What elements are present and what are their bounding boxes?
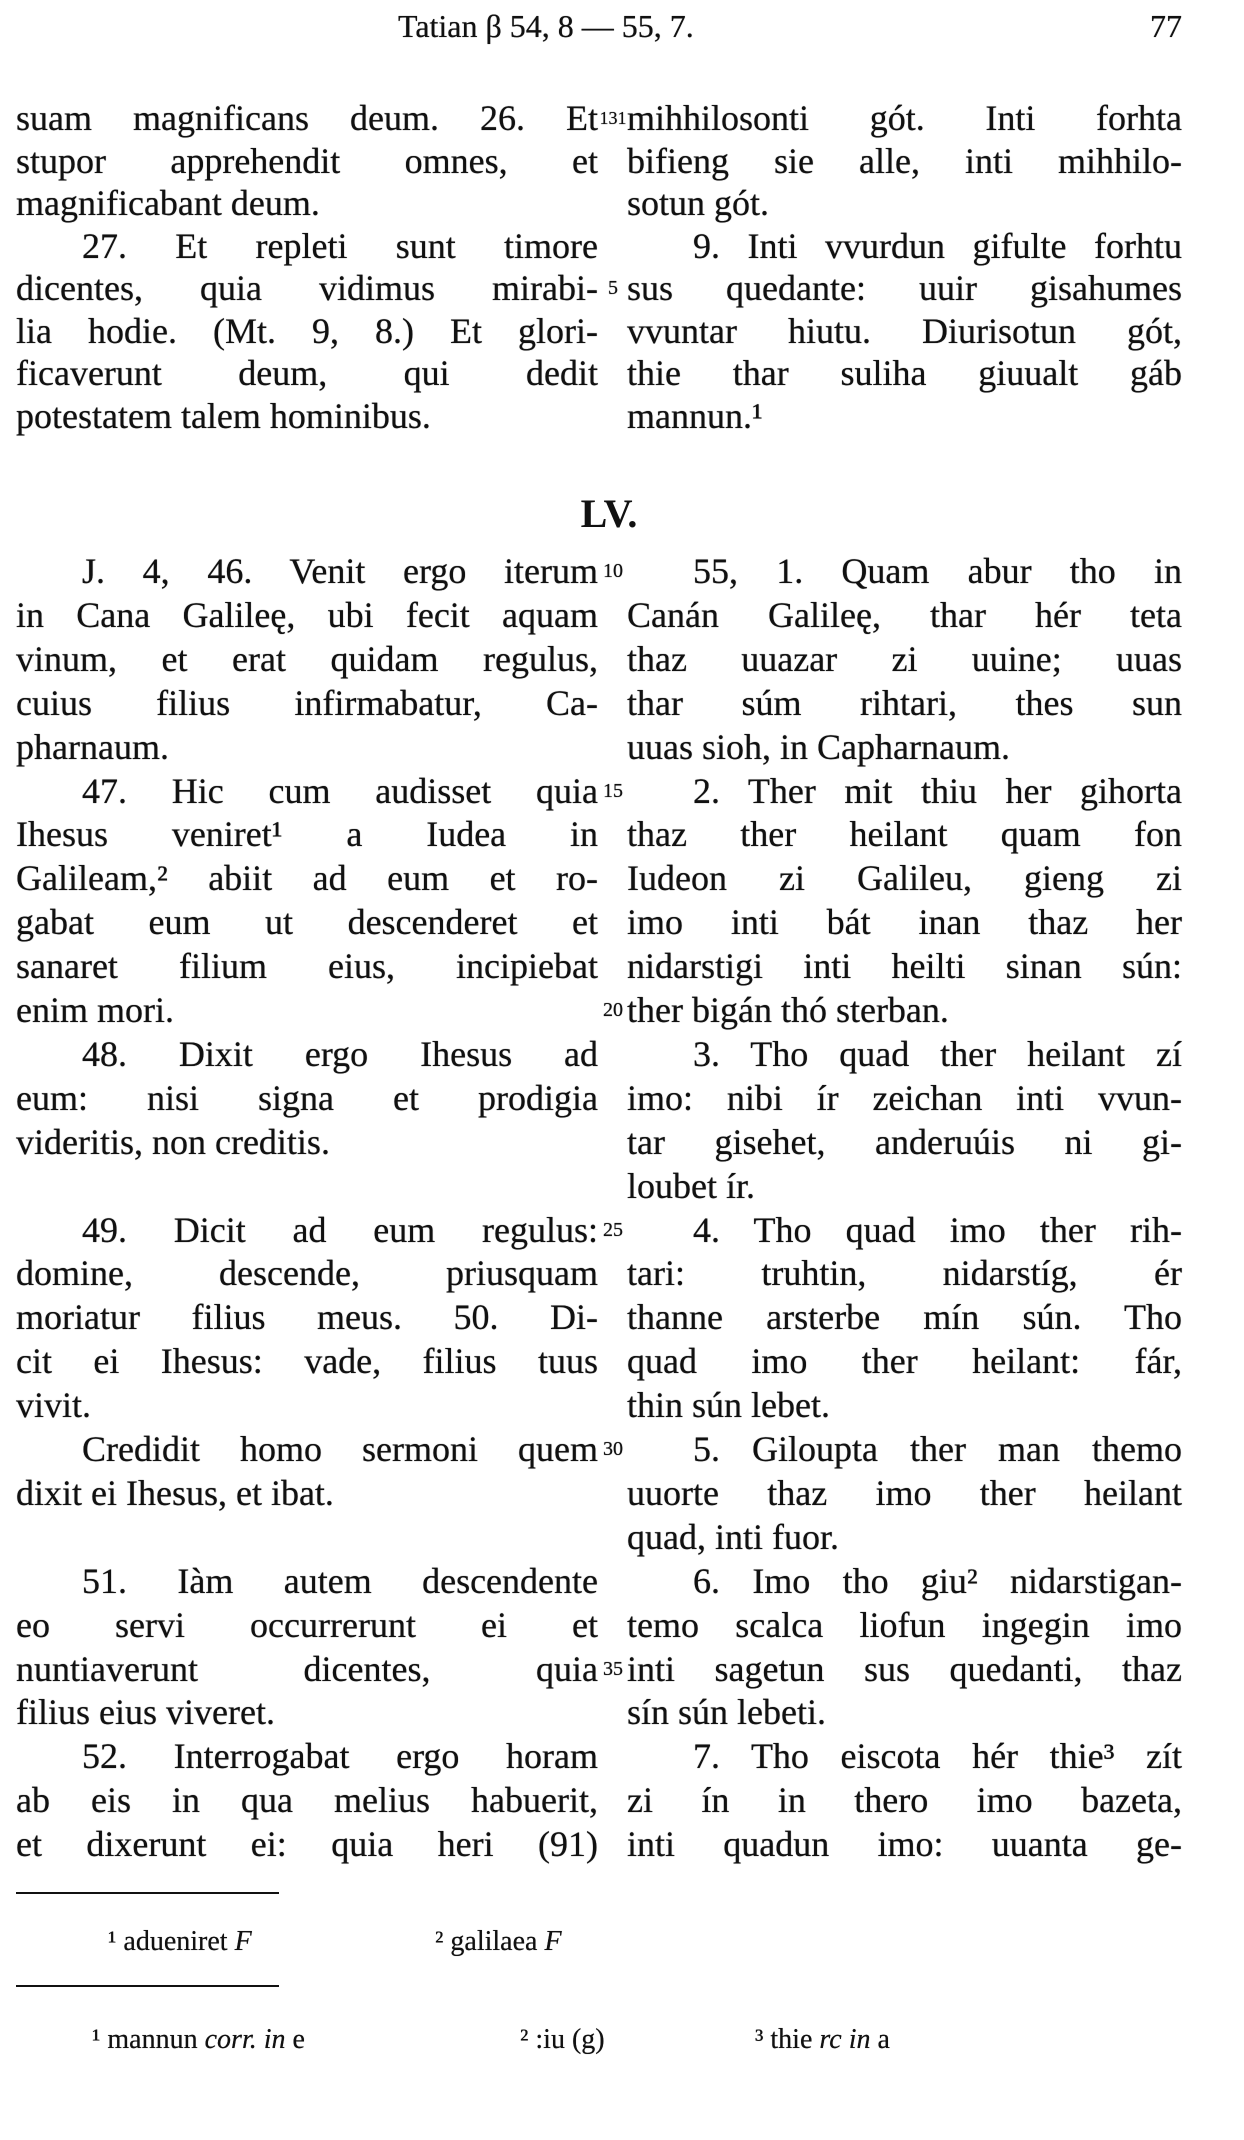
old-high-german-line: thin sún lebet. — [627, 1385, 830, 1426]
latin-line: sanaret filium eius, incipiebat — [16, 946, 598, 987]
line-number — [598, 1032, 628, 1076]
latin-line: lia hodie. (Mt. 9, 8.) Et glori- — [16, 310, 598, 351]
latin-line: in Cana Galileę, ubi fecit aquam — [16, 594, 598, 635]
text-row — [0, 181, 1244, 225]
text-row — [0, 309, 1244, 353]
footnote-mark: ¹ — [92, 2024, 101, 2055]
old-high-german-line: Canán Galileę, thar hér teta — [627, 594, 1182, 635]
text-row — [0, 1471, 1244, 1515]
latin-line: dicentes, quia vidimus mirabi- — [16, 268, 598, 308]
old-high-german-line: uuas sioh, in Capharnaum. — [627, 726, 1010, 767]
text-row — [0, 1559, 1244, 1603]
line-number — [598, 139, 628, 183]
footnote-italic: rc in — [819, 2024, 871, 2055]
line-number — [598, 224, 628, 268]
running-title: Tatian β 54, 8 — 55, 7. — [398, 8, 694, 44]
footnote-text: a — [877, 2024, 890, 2055]
text-row — [0, 266, 1244, 310]
line-number — [598, 1164, 628, 1208]
text-row — [0, 856, 1244, 900]
line-number — [598, 1822, 628, 1866]
text-row — [0, 1164, 1244, 1208]
latin-line: 49. Dicit ad eum regulus: — [82, 1209, 598, 1250]
old-high-german-line: 5. Giloupta ther man themo — [693, 1429, 1182, 1469]
footnote-mark: ³ — [755, 2024, 764, 2055]
line-number: 25 — [603, 1218, 623, 1241]
line-number: 10 — [603, 560, 623, 582]
text-row — [0, 1515, 1244, 1559]
text-row — [0, 1383, 1244, 1427]
text-row — [0, 394, 1244, 438]
old-high-german-line: inti quadun imo: uuanta ge- — [627, 1824, 1182, 1865]
latin-line: vivit. — [16, 1385, 92, 1426]
line-number: 35 — [603, 1657, 623, 1680]
text-row — [0, 139, 1244, 183]
latin-line: magnificabant deum. — [16, 183, 320, 223]
old-high-german-line: tari: truhtin, nidarstíg, ér — [627, 1253, 1182, 1294]
text-row — [0, 637, 1244, 681]
latin-line: Ihesus veniret¹ a Iudea in — [16, 814, 598, 855]
footnote-text: galilaea — [450, 1926, 538, 1957]
text-row — [0, 1427, 1244, 1471]
old-high-german-line: ther bigán thó sterban. — [627, 990, 949, 1030]
old-high-german-line: zi ín in thero imo bazeta, — [627, 1780, 1182, 1821]
latin-line: domine, descende, priusquam — [16, 1253, 598, 1294]
line-number: 30 — [603, 1438, 623, 1460]
latin-line: cit ei Ihesus: vade, filius tuus — [16, 1341, 598, 1382]
latin-line: vinum, et erat quidam regulus, — [16, 638, 598, 679]
text-row — [0, 1076, 1244, 1120]
footnote-text: :iu (g) — [535, 2024, 605, 2055]
latin-line: videritis, non creditis. — [16, 1121, 330, 1162]
old-high-german-line: 9. Inti vvurdun gifulte forhtu — [693, 225, 1182, 266]
line-number — [598, 593, 628, 637]
old-high-german-line: loubet ír. — [627, 1165, 755, 1206]
line-number — [598, 944, 628, 988]
footnote-text: mannun — [107, 2024, 198, 2055]
section-heading: LV. — [580, 491, 638, 536]
line-number — [598, 856, 628, 900]
footnote-siglum: F — [544, 1926, 562, 1957]
latin-line: eum: nisi signa et prodigia — [16, 1077, 598, 1118]
text-row — [0, 593, 1244, 637]
old-high-german-line: imo: nibi ír zeichan inti vvun- — [627, 1077, 1182, 1118]
line-number — [598, 1559, 628, 1603]
latin-line — [16, 1164, 598, 1208]
text-row — [0, 1295, 1244, 1339]
text-row — [0, 812, 1244, 856]
line-number — [598, 681, 628, 725]
old-high-german-line: bifieng sie alle, inti mihhilo- — [627, 140, 1182, 181]
footnote-latin-1 — [108, 1922, 252, 1962]
latin-line: suam magnificans deum. 26. Et — [16, 98, 598, 138]
old-high-german-line: quad imo ther heilant: fár, — [627, 1341, 1182, 1382]
line-number — [598, 309, 628, 353]
old-high-german-line: thar súm rihtari, thes sun — [627, 682, 1182, 723]
text-row — [0, 1251, 1244, 1295]
line-number — [598, 181, 628, 225]
text-row — [0, 900, 1244, 944]
line-number — [598, 1383, 628, 1427]
line-number — [598, 1251, 628, 1295]
latin-line: cuius filius infirmabatur, Ca- — [16, 682, 598, 723]
latin-line: ficaverunt deum, qui dedit — [16, 353, 598, 393]
old-high-german-line: sín sún lebeti. — [627, 1692, 826, 1733]
footnote-ohg-1 — [92, 2020, 305, 2060]
line-number — [598, 1120, 628, 1164]
footnote-text: adueniret — [123, 1926, 228, 1957]
old-high-german-line: temo scalca liofun ingegin imo — [627, 1604, 1182, 1645]
line-number — [598, 637, 628, 681]
line-number — [598, 1778, 628, 1822]
old-high-german-line: thaz ther heilant quam fon — [627, 814, 1182, 855]
old-high-german-line: 55, 1. Quam abur tho in — [693, 551, 1182, 591]
old-high-german-line: sus quedante: uuir gisahumes — [627, 268, 1182, 308]
line-number: 15 — [603, 779, 623, 802]
line-number — [598, 1339, 628, 1383]
text-row — [0, 1778, 1244, 1822]
footnote-mark: ² — [520, 2024, 529, 2055]
text-row — [0, 725, 1244, 769]
latin-line: 48. Dixit ergo Ihesus ad — [82, 1033, 598, 1074]
latin-line: nuntiaverunt dicentes, quia — [16, 1648, 598, 1689]
text-row — [0, 549, 1244, 593]
old-high-german-line: imo inti bát inan thaz her — [627, 902, 1182, 943]
latin-line: pharnaum. — [16, 726, 169, 767]
page-number: 77 — [1150, 8, 1182, 44]
latin-line: filius eius viveret. — [16, 1692, 275, 1733]
line-number: 5 — [608, 277, 618, 299]
old-high-german-line: thanne arsterbe mín sún. Tho — [627, 1297, 1182, 1338]
line-number — [598, 812, 628, 856]
line-number — [598, 394, 628, 438]
line-number — [598, 351, 628, 395]
latin-line: potestatem talem hominibus. — [16, 395, 431, 436]
line-number — [598, 900, 628, 944]
latin-line: ab eis in qua melius habuerit, — [16, 1780, 598, 1821]
footnote-siglum: F — [234, 1926, 252, 1957]
old-high-german-line: thie thar suliha giuualt gáb — [627, 353, 1182, 393]
footnote-rule-ohg — [16, 1985, 279, 1987]
footnote-italic: corr. in — [204, 2024, 286, 2055]
footnote-rule-latin — [16, 1892, 279, 1894]
latin-line: Galileam,² abiit ad eum et ro- — [16, 858, 598, 899]
old-high-german-line: tar gisehet, anderuúis ni gi- — [627, 1121, 1182, 1162]
old-high-german-line: vvuntar hiutu. Diurisotun gót, — [627, 310, 1182, 351]
line-number — [598, 1076, 628, 1120]
text-row — [0, 224, 1244, 268]
line-number — [598, 1471, 628, 1515]
line-number — [598, 725, 628, 769]
old-high-german-line: thaz uuazar zi uuine; uuas — [627, 638, 1182, 679]
text-row — [0, 1647, 1244, 1691]
text-row — [0, 681, 1244, 725]
text-row — [0, 1032, 1244, 1076]
latin-line: 52. Interrogabat ergo horam — [82, 1736, 598, 1777]
latin-line: dixit ei Ihesus, et ibat. — [16, 1472, 334, 1513]
latin-line: enim mori. — [16, 990, 174, 1030]
text-row — [0, 351, 1244, 395]
footnote-mark: ¹ — [108, 1926, 117, 1957]
old-high-german-line: mihhilosonti gót. Inti forhta — [627, 98, 1182, 138]
footnote-text: thie — [770, 2024, 813, 2055]
text-row — [0, 1690, 1244, 1734]
footnote-ohg-3 — [755, 2020, 890, 2060]
old-high-german-line: 7. Tho eiscota hér thie³ zít — [693, 1736, 1182, 1777]
old-high-german-line: 4. Tho quad imo ther rih- — [693, 1209, 1182, 1250]
old-high-german-line: nidarstigi inti heilti sinan sún: — [627, 946, 1182, 987]
old-high-german-line: Iudeon zi Galileu, gieng zi — [627, 858, 1182, 899]
old-high-german-line: mannun.¹ — [627, 395, 763, 436]
line-number — [598, 1295, 628, 1339]
latin-line: Credidit homo sermoni quem — [82, 1429, 598, 1469]
old-high-german-line: uuorte thaz imo ther heilant — [627, 1472, 1182, 1513]
text-row — [0, 1734, 1244, 1778]
latin-line: 47. Hic cum audisset quia — [82, 770, 598, 811]
latin-line: et dixerunt ei: quia heri (91) — [16, 1824, 598, 1865]
old-high-german-line: 6. Imo tho giu² nidarstigan- — [693, 1560, 1182, 1601]
line-number — [598, 1603, 628, 1647]
old-high-german-line: inti sagetun sus quedanti, thaz — [627, 1648, 1182, 1689]
line-number — [598, 1734, 628, 1778]
line-number — [598, 1515, 628, 1559]
latin-line: eo servi occurrerunt ei et — [16, 1604, 598, 1645]
old-high-german-line: 3. Tho quad ther heilant zí — [693, 1033, 1182, 1074]
latin-line: J. 4, 46. Venit ergo iterum — [82, 551, 598, 591]
text-row — [0, 944, 1244, 988]
text-row — [0, 1603, 1244, 1647]
latin-line: 51. Iàm autem descendente — [82, 1560, 598, 1601]
line-number: 20 — [603, 999, 623, 1021]
text-row — [0, 1339, 1244, 1383]
footnote-latin-2 — [435, 1922, 562, 1962]
line-number — [598, 1690, 628, 1734]
latin-line: moriatur filius meus. 50. Di- — [16, 1297, 598, 1338]
text-row — [0, 769, 1244, 813]
latin-line: stupor apprehendit omnes, et — [16, 140, 598, 181]
old-high-german-line: sotun gót. — [627, 183, 770, 223]
footnote-ohg-2 — [520, 2020, 605, 2060]
old-high-german-line: quad, inti fuor. — [627, 1516, 839, 1557]
latin-line: 27. Et repleti sunt timore — [82, 225, 598, 266]
line-number: 131 — [599, 108, 627, 128]
text-row — [0, 96, 1244, 140]
text-row — [0, 1822, 1244, 1866]
text-row — [0, 1208, 1244, 1252]
latin-line: gabat eum ut descenderet et — [16, 902, 598, 943]
latin-line — [16, 1515, 598, 1559]
footnote-text: e — [292, 2024, 305, 2055]
text-row — [0, 988, 1244, 1032]
old-high-german-line: 2. Ther mit thiu her gihorta — [693, 770, 1182, 811]
footnote-mark: ² — [435, 1926, 444, 1957]
text-row — [0, 1120, 1244, 1164]
